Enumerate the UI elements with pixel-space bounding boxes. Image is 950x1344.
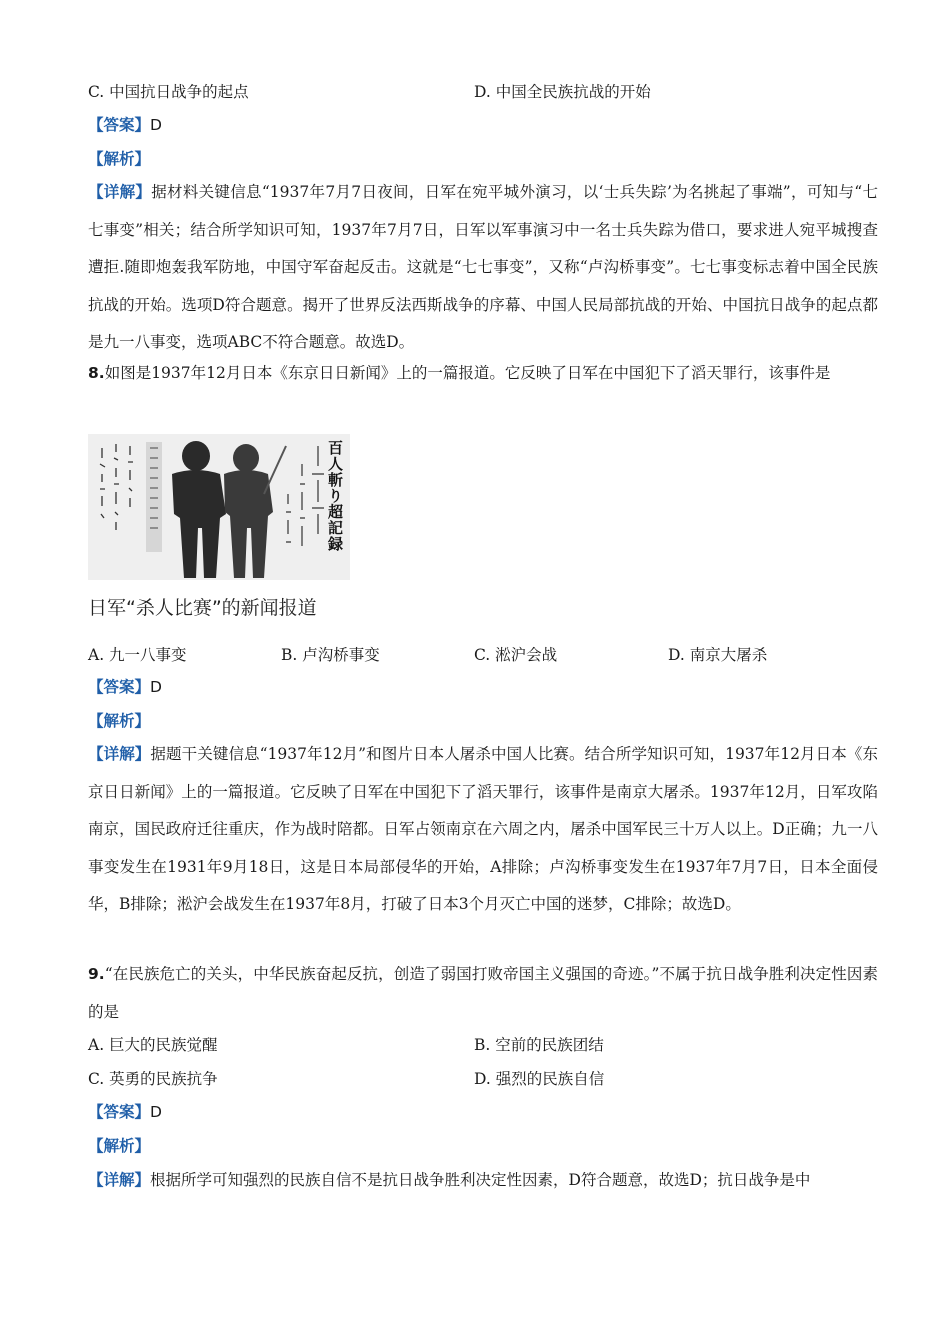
- q7-answer: [88, 115, 162, 135]
- answer-tag: 【答案】: [88, 115, 151, 134]
- q9-option-c: C. 英勇的民族抗争: [88, 1070, 218, 1088]
- q8-analysis: [88, 711, 150, 731]
- q7-option-d: D. 中国全民族抗战的开始: [474, 83, 651, 101]
- detail-tag: 【详解】: [88, 182, 152, 201]
- q8-option-d: D. 南京大屠杀: [668, 646, 768, 664]
- detail-text: 根据所学可知强烈的民族自信不是抗日战争胜利决定性因素，D符合题意，故选D；抗日战争是中: [150, 1171, 811, 1189]
- q8-option-a: A. 九一八事变: [88, 646, 187, 664]
- answer-value: D: [150, 116, 162, 134]
- q7-detail: [88, 173, 878, 362]
- photo-caption: 日军“杀人比赛”的新闻报道: [88, 597, 317, 619]
- newspaper-photo: [88, 434, 350, 580]
- q9-answer: [88, 1102, 162, 1122]
- photo-headline: 百人斬り超記録: [326, 440, 344, 552]
- answer-tag: 【答案】: [88, 1102, 151, 1121]
- q7-analysis: [88, 149, 150, 169]
- q9-analysis: [88, 1136, 150, 1156]
- answer-tag: 【答案】: [88, 677, 151, 696]
- detail-tag: 【详解】: [88, 744, 151, 763]
- q9-stem: [88, 956, 878, 1031]
- question-number: 8.: [88, 364, 105, 382]
- detail-text: 据题干关键信息“1937年12月”和图片日本人屠杀中国人比赛。结合所学知识可知，1937年12月日本《东京日日新闻》上的一篇报道。它反映了日军在中国犯下了滔天罪行，该事件是南京大屠杀。1937年12月，日军攻陷南京，国民政府迁往重庆，作为战时陪都。日军占领南京在六周之内，屠杀中国军民三十万人以上。D正确；九一八事变发生在1931年9月18日，这是日本局部侵华的开始，A排除；卢沟桥事变发生在1937年7月7日，日本全面侵华，B排除；淞沪会战发生在1937年8月，打破了日本3个月灭亡中国的迷梦，C排除；故选D。: [88, 745, 878, 913]
- q9-detail: [88, 1161, 878, 1200]
- detail-tag: 【详解】: [88, 1170, 151, 1189]
- analysis-tag: 【解析】: [88, 1136, 151, 1155]
- question-number: 9.: [88, 965, 105, 983]
- q7-option-c: C. 中国抗日战争的起点: [88, 83, 249, 101]
- q8-option-c: C. 淞沪会战: [474, 646, 558, 664]
- analysis-tag: 【解析】: [88, 149, 151, 168]
- q8-stem: [88, 355, 878, 393]
- q8-option-b: B. 卢沟桥事变: [281, 646, 380, 664]
- analysis-tag: 【解析】: [88, 711, 151, 730]
- question-text: 如图是1937年12月日本《东京日日新闻》上的一篇报道。它反映了日军在中国犯下了滔天罪行，该事件是: [104, 364, 831, 382]
- answer-value: D: [150, 1103, 162, 1121]
- q9-option-b: B. 空前的民族团结: [474, 1036, 604, 1054]
- answer-value: D: [150, 678, 162, 696]
- q8-answer: [88, 677, 162, 697]
- detail-text: 据材料关键信息“1937年7月7日夜间，日军在宛平城外演习，以‘士兵失踪’为名挑起了事端”，可知与“七七事变”相关；结合所学知识可知，1937年7月7日，日军以军事演习中一名士兵失踪为借口，要求进人宛平城搜查遭拒.随即炮轰我军防地，中国守军奋起反击。这就是“七七事变”，又称“卢沟桥事变”。七七事变标志着中国全民族抗战的开始。选项D符合题意。揭开了世界反法西斯战争的序幕、中国人民局部抗战的开始、中国抗日战争的起点都是九一八事变，选项ABC不符合题意。故选D。: [88, 183, 878, 351]
- q9-option-d: D. 强烈的民族自信: [474, 1070, 605, 1088]
- q8-detail: [88, 735, 878, 924]
- newspaper-illustration: [88, 434, 350, 580]
- question-text: “在民族危亡的关头，中华民族奋起反抗，创造了弱国打败帝国主义强国的奇迹。”不属于抗日战争胜利决定性因素的是: [88, 965, 878, 1021]
- q9-option-a: A. 巨大的民族觉醒: [88, 1036, 218, 1054]
